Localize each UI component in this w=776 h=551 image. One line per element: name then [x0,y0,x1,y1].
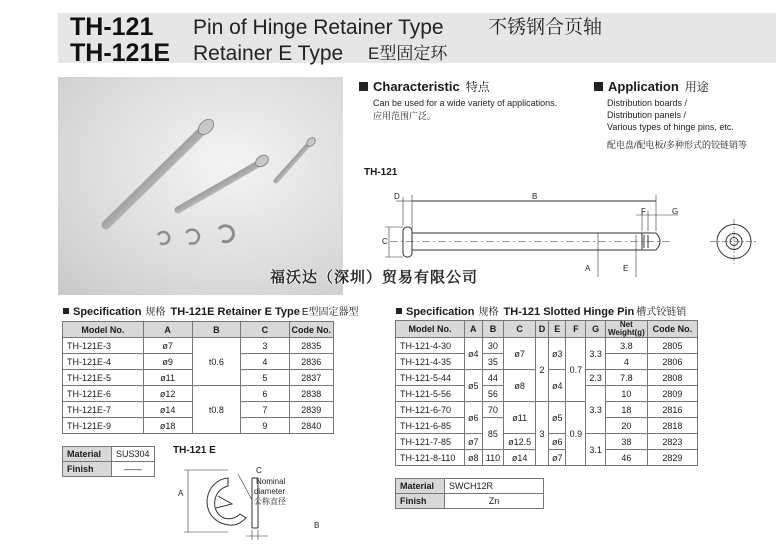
col-b: B [192,322,241,338]
code-cell: 2839 [289,402,334,418]
model-cell: TH-121-8-110 [396,450,465,466]
dim-label-g: G [672,207,679,216]
product-code-th121e: TH-121E [70,39,171,67]
f-cell: 0.7 [566,338,586,402]
weight-cell: 46 [606,450,648,466]
model-cell: TH-121E-6 [63,386,144,402]
product-title-th121e-cn: E型固定环 [368,44,448,63]
e-cell: ø3 [548,338,566,370]
a-cell: ø18 [143,418,192,434]
application-heading: Application 用途 [594,79,709,95]
model-cell: TH-121E-3 [63,338,144,354]
col-model: Model No. [396,321,465,338]
material-label: Material [396,479,445,494]
c-cell: ø14 [504,450,536,466]
model-cell: TH-121-5-56 [396,386,465,402]
code-cell: 2838 [289,386,334,402]
dim-label-c: C [382,237,388,246]
retainer-label-a: A [178,489,184,498]
col-net-weight: Net Weight(g) [606,321,648,338]
code-cell: 2836 [289,354,334,370]
c-cell: 6 [241,386,289,402]
b-cell: 44 [482,370,504,386]
weight-cell: 20 [606,418,648,434]
e-retainer-drawing [178,460,328,545]
col-code: Code No. [289,322,334,338]
dim-label-e: E [623,264,629,273]
table-row [63,338,334,354]
d-cell: 3 [535,402,548,466]
col-e: E [548,321,566,338]
table-row [63,386,334,402]
weight-cell: 7.8 [606,370,648,386]
retainer-nominal-2: diameter [254,487,286,496]
dim-label-b: B [532,192,538,201]
a-cell: ø12 [143,386,192,402]
a-cell: ø9 [143,354,192,370]
c-cell: 4 [241,354,289,370]
weight-cell: 10 [606,386,648,402]
weight-cell: 38 [606,434,648,450]
table-header-row [63,322,334,338]
e-cell: ø5 [548,402,566,434]
col-c: C [241,322,289,338]
table-header-row [396,321,698,338]
table-row [396,338,698,354]
a-cell: ø14 [143,402,192,418]
model-cell: TH-121E-7 [63,402,144,418]
code-cell: 2837 [289,370,334,386]
material-value: SWCH12R [445,479,544,494]
model-cell: TH-121-4-30 [396,338,465,354]
retainer-label-c: C [256,466,262,475]
dim-label-f: F [641,207,646,216]
b-cell: 35 [482,354,504,370]
model-cell: TH-121E-9 [63,418,144,434]
a-cell: ø11 [143,370,192,386]
model-cell: TH-121E-5 [63,370,144,386]
retainer-label-b: B [314,521,320,530]
b-cell: t0.8 [192,386,241,434]
characteristic-heading: Characteristic 特点 [359,79,490,95]
finish-label: Finish [63,462,112,477]
g-cell: 2.3 [586,370,606,386]
model-cell: TH-121-4-35 [396,354,465,370]
col-code: Code No. [647,321,697,338]
code-cell: 2823 [647,434,697,450]
spec-pin-heading: Specification 规格 TH-121 Slotted Hinge Pin 槽式铰链销 [396,306,686,319]
weight-cell: 3.8 [606,338,648,354]
a-cell: ø7 [143,338,192,354]
b-cell: 110 [482,450,504,466]
a-cell: ø5 [465,370,483,402]
product-title-th121: Pin of Hinge Retainer Type [193,16,444,39]
spec-table-th121e [62,321,334,434]
e-cell: ø6 [548,434,566,450]
material-label: Material [63,447,112,462]
col-a: A [143,322,192,338]
spec-e-heading: Specification 规格 TH-121E Retainer E Type E型固定器型 [63,306,359,319]
code-cell: 2840 [289,418,334,434]
code-cell: 2818 [647,418,697,434]
a-cell: ø6 [465,402,483,434]
c-cell: ø12.5 [504,434,536,450]
application-line-2: Distribution panels / [607,110,687,120]
g-cell: 3.1 [586,434,606,466]
model-cell: TH-121-6-85 [396,418,465,434]
col-a: A [465,321,483,338]
g-cell: 3.3 [586,338,606,370]
product-title-th121e: Retainer E Type [193,42,344,65]
col-b: B [482,321,504,338]
retainer-nominal-cn: 公称直径 [254,497,286,506]
a-cell: ø7 [465,434,483,450]
pins-and-retainers-image [58,77,343,295]
c-cell: 9 [241,418,289,434]
a-cell: ø4 [465,338,483,370]
weight-cell: 18 [606,402,648,418]
col-f: F [566,321,586,338]
b-cell: 30 [482,338,504,354]
e-cell: ø4 [548,370,566,402]
table-row [396,402,698,418]
f-cell: 0.9 [566,402,586,466]
finish-value: —— [112,462,155,477]
c-cell: 5 [241,370,289,386]
application-line-1: Distribution boards / [607,98,688,108]
product-code-th121: TH-121 [70,13,154,41]
col-c: C [504,321,536,338]
d-cell: 2 [535,338,548,402]
product-photo [58,77,343,295]
c-cell: 7 [241,402,289,418]
drawing-e-title: TH-121 E [173,445,216,456]
drawing-th121-title: TH-121 [364,167,398,178]
characteristic-text-en: Can be used for a wide variety of applications. [373,98,558,108]
a-cell: ø8 [465,450,483,466]
model-cell: TH-121E-4 [63,354,144,370]
code-cell: 2816 [647,402,697,418]
model-cell: TH-121-5-44 [396,370,465,386]
c-cell: 3 [241,338,289,354]
code-cell: 2829 [647,450,697,466]
c-cell: ø8 [504,370,536,402]
code-cell: 2808 [647,370,697,386]
e-cell: ø7 [548,450,566,466]
model-cell: TH-121-7-85 [396,434,465,450]
b-cell: 70 [482,402,504,418]
g-cell: 3.3 [586,386,606,434]
material-value: SUS304 [112,447,155,462]
company-watermark: 福沃达（深圳）贸易有限公司 [270,268,479,286]
b-cell: 56 [482,386,504,402]
b-cell: t0.6 [192,338,241,386]
code-cell: 2809 [647,386,697,402]
code-cell: 2805 [647,338,697,354]
finish-label: Finish [396,494,445,509]
col-model: Model No. [63,322,144,338]
b-cell: 85 [482,418,504,450]
retainer-nominal-1: Nominal [256,477,286,486]
material-table-th121e [62,446,155,477]
c-cell: ø7 [504,338,536,370]
material-table-th121 [395,478,544,509]
characteristic-text-cn: 应用范围广泛。 [373,111,437,121]
code-cell: 2806 [647,354,697,370]
col-g: G [586,321,606,338]
dim-label-a: A [585,264,591,273]
weight-cell: 4 [606,354,648,370]
col-d: D [535,321,548,338]
finish-value: Zn [445,494,544,509]
c-cell: ø11 [504,402,536,434]
dim-label-d: D [394,192,400,201]
application-line-3: Various types of hinge pins, etc. [607,122,734,132]
model-cell: TH-121-6-70 [396,402,465,418]
application-line-cn: 配电盘/配电板/多种形式的铰链销等 [607,140,748,150]
product-title-th121-cn: 不锈钢合页轴 [488,17,603,38]
spec-table-th121 [395,320,698,466]
code-cell: 2835 [289,338,334,354]
